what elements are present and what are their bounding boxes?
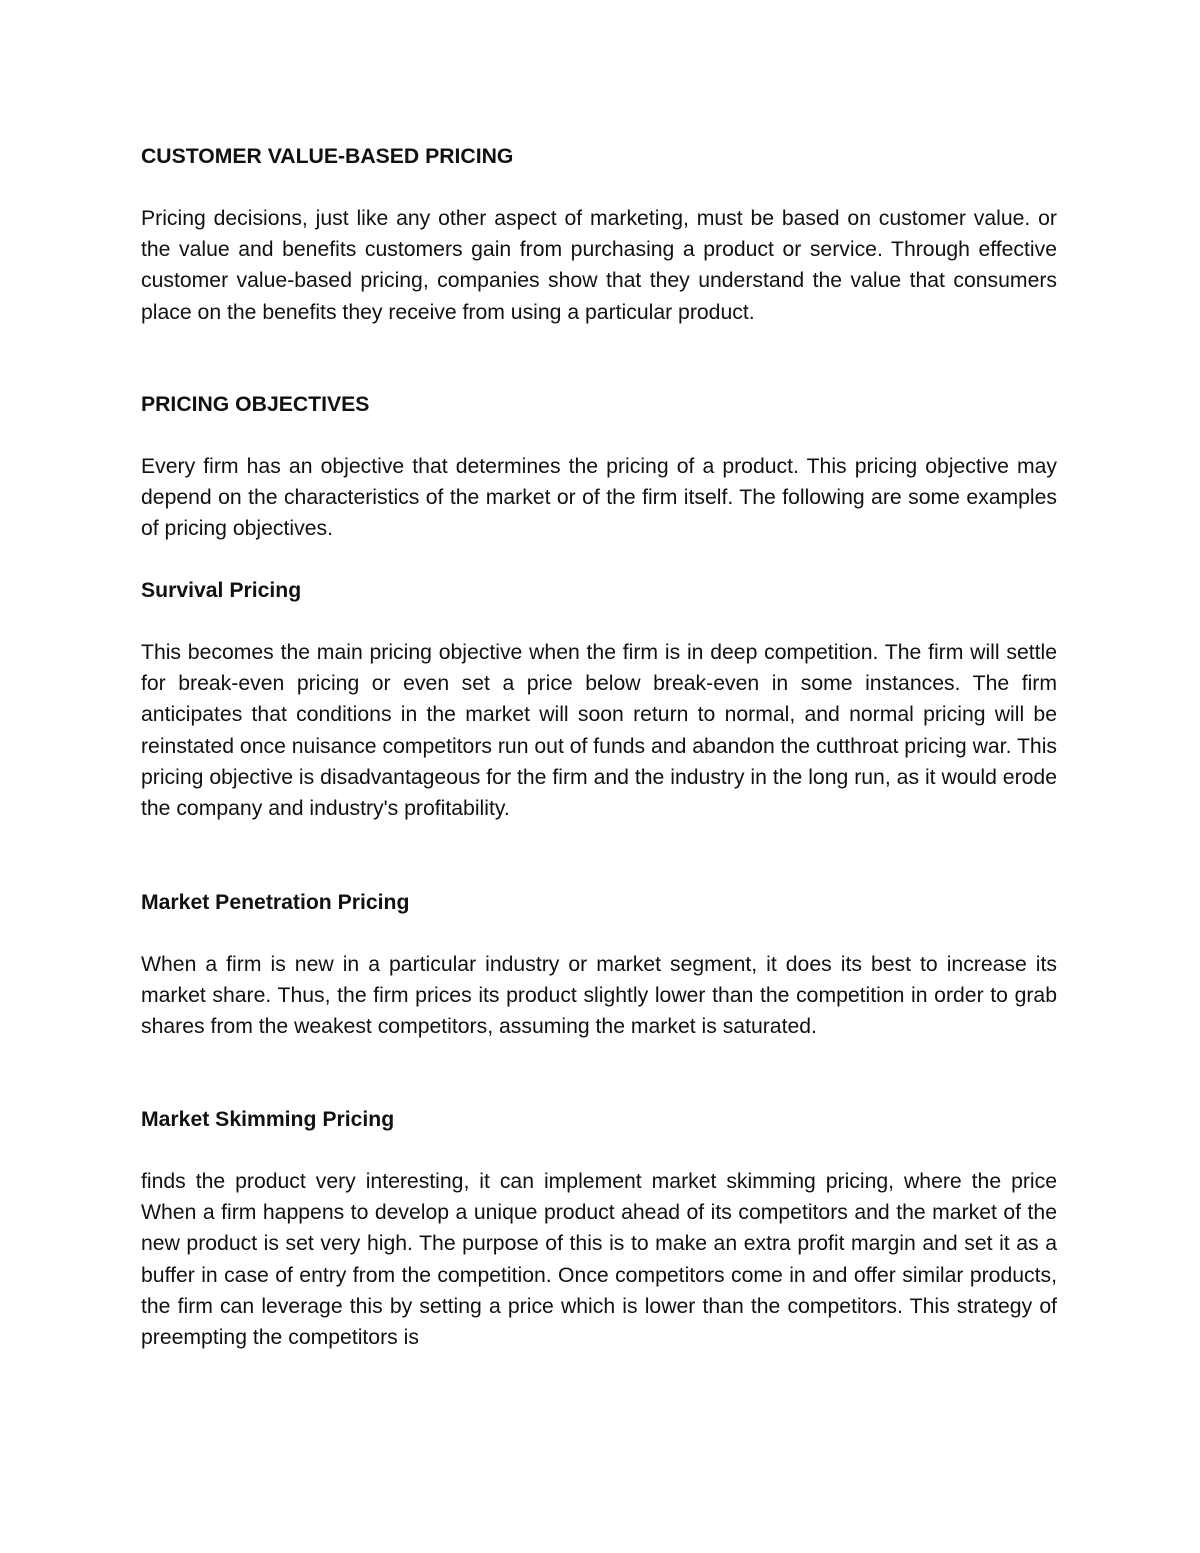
survival-heading: Survival Pricing	[141, 579, 302, 602]
penetration-block	[141, 949, 1057, 1043]
skimming-heading: Market Skimming Pricing	[141, 1108, 395, 1131]
intro-block	[141, 203, 1057, 328]
objectives-heading-block	[141, 389, 1057, 420]
survival-block	[141, 637, 1057, 824]
skimming-heading-block	[141, 1104, 1057, 1135]
survival-paragraph: This becomes the main pricing objective when the firm is in deep competition. The firm will settle for break-even pricing or even set a price below break-even in some instances. The firm anticipates that conditions in the market will soon return to normal, and normal pricing will be reinstated once nuisance competitors run out of funds and abandon the cutthroat pricing war. This pricing objective is disadvantageous for the firm and the industry in the long run, as it would erode the company and industry's profitability.	[141, 641, 1057, 821]
objectives-block	[141, 451, 1057, 545]
objectives-heading: PRICING OBJECTIVES	[141, 393, 370, 416]
penetration-heading-block	[141, 887, 1057, 918]
penetration-paragraph: When a firm is new in a particular industry or market segment, it does its best to increase its market share. Thus, the firm prices its product slightly lower than the competition in order to grab shares from the weakest competitors, assuming the market is saturated.	[141, 953, 1057, 1039]
skimming-block	[141, 1166, 1057, 1353]
penetration-heading: Market Penetration Pricing	[141, 891, 410, 914]
skimming-paragraph: finds the product very interesting, it can implement market skimming pricing, where the price When a firm happens to develop a unique product ahead of its competitors and the market of the new product is set very high. The purpose of this is to make an extra profit margin and set it as a buffer in case of entry from the competition. Once competitors come in and offer similar products, the firm can leverage this by setting a price which is lower than the competitors. This strategy of preempting the competitors is	[141, 1170, 1057, 1350]
document-title: CUSTOMER VALUE-BASED PRICING	[141, 145, 514, 168]
survival-heading-block	[141, 575, 1057, 606]
objectives-paragraph: Every firm has an objective that determines the pricing of a product. This pricing objective may depend on the characteristics of the market or of the firm itself. The following are some examples of pricing objectives.	[141, 455, 1057, 541]
intro-paragraph: Pricing decisions, just like any other aspect of marketing, must be based on customer value. or the value and benefits customers gain from purchasing a product or service. Through effective customer value-based pricing, companies show that they understand the value that consumers place on the benefits they receive from using a particular product.	[141, 207, 1057, 324]
title-block	[141, 141, 1057, 172]
